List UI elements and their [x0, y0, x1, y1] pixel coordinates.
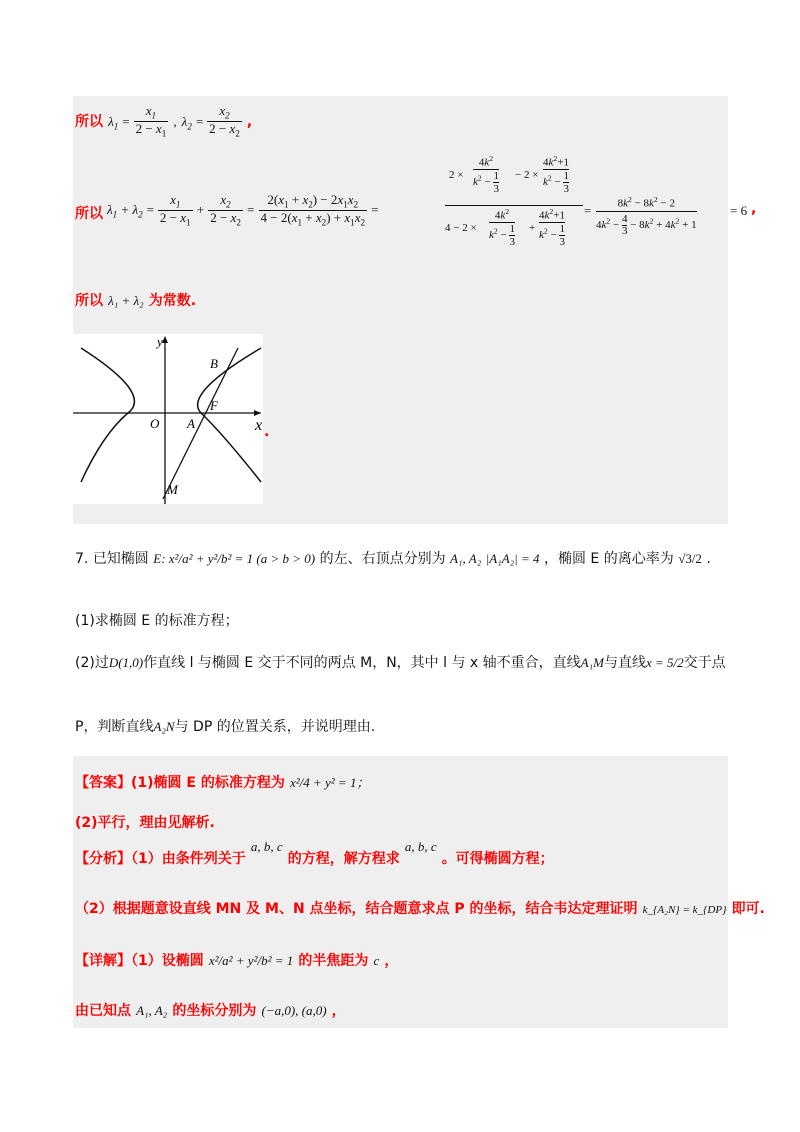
label-b: B — [210, 356, 218, 371]
compound-fraction: 2 × $4k^2$ $k^2$ − $\frac{1}{3}$ − 2 × $4k^2+1$ $k^2$ − $\frac{1}{3}$ 4 − 2 × $4k^2$ $k^2$ − $\frac{1}{3}$ + $4k^2+1$ $k^2$ − $\frac{1}{3}$ — [445, 155, 583, 258]
label-m: M — [167, 482, 178, 497]
known-coordinates: (−a,0), (a,0) — [261, 1003, 327, 1018]
lambda-definition-line: 所以 $\lambda_1$ = $\frac{x_1}{2 - x_1}$ , $\lambda_2$ = $\frac{x_2}{2 - x_2}$ , — [75, 103, 253, 139]
label-f: F — [210, 398, 218, 413]
hyperbola-figure — [73, 334, 263, 504]
line-a1m: A₁M — [580, 655, 604, 670]
constant-conclusion — [75, 290, 196, 310]
question-2-line1: (2)过D(1,0)作直线 l 与椭圆 E 交于不同的两点 M，N，其中 l 与 x 轴不重合，直线A₁M与直线x = 5/2交于点 — [75, 655, 726, 671]
solution-block-bottom — [73, 756, 728, 1028]
vertices: A₁, A₂ — [450, 551, 482, 566]
label-x: x — [255, 417, 263, 434]
left-branch — [81, 348, 134, 482]
constant-text: 为常数. — [148, 293, 197, 309]
prefix-so-3: 所以 — [75, 293, 103, 309]
detail-ellipse: x²/a² + y²/b² = 1 — [208, 953, 294, 968]
fraction-x1: $\frac{x_1}{2 - x_1}$ — [135, 103, 167, 139]
label-y: y — [157, 334, 163, 349]
y-axis-arrow — [162, 336, 168, 343]
known-points: A₁, A₂ — [136, 1003, 168, 1018]
label-o: O — [150, 416, 160, 431]
problem-7-statement: 7. 已知椭圆 E: x²/a² + y²/b² = 1 (a > b > 0) 的左、右顶点分别为 A₁, A₂ |A₁A₂| = 4 ，椭圆 E 的离心率为 √3/2 . — [75, 551, 711, 567]
detail-line: 【详解】（1）设椭圆 x²/a² + y²/b² = 1 的半焦距为 c ， — [75, 953, 399, 969]
analysis-line-2: （2）根据题意设直线 MN 及 M、N 点坐标，结合题意求点 P 的坐标，结合韦达定理证明 k_{A₂N} = k_{DP} 即可. — [75, 901, 765, 917]
answer-line-1 — [75, 772, 369, 792]
vertex-distance: |A₁A₂| = 4 — [485, 551, 540, 566]
right-branch — [198, 348, 261, 482]
label-a: A — [187, 416, 195, 431]
prefix-so-2: 所以 — [75, 206, 103, 222]
abc-2: a, b, c — [404, 839, 437, 854]
vertices-text: 的左、右顶点分别为 — [319, 551, 446, 567]
eccentricity-text: ，椭圆 E 的离心率为 — [543, 551, 674, 567]
problem-intro: 已知椭圆 — [92, 551, 149, 567]
eccentricity-value: √3/2 — [678, 551, 702, 566]
line-x-eq: x = 5/2 — [645, 655, 684, 670]
sum-result: = 6 — [730, 203, 748, 218]
sum-expression: λ₁ + λ₂ — [108, 293, 144, 308]
simplified-fraction: $8k^2 - 8k^2 - 2$ $4k^2$ − $\frac{4}{3}$ − $8k^2 + 4k^2 + 1$ — [596, 195, 697, 237]
answer-label: 【答案】(1)椭圆 E 的标准方程为 — [75, 775, 285, 791]
problem-number: 7. — [75, 551, 89, 567]
known-line: 由已知点 A₁, A₂ 的坐标分别为 (−a,0), (a,0) ， — [75, 1003, 346, 1019]
ellipse-equation: E: x²/a² + y²/b² = 1 (a > b > 0) — [153, 551, 316, 566]
point-d: D(1,0) — [108, 655, 144, 670]
fraction-x2: $\frac{x_2}{2 - x_2}$ — [209, 103, 240, 139]
half-focal-c: c — [373, 953, 380, 968]
hyperbola-svg — [73, 334, 263, 504]
secant-line — [163, 348, 238, 499]
slope-equality: k_{A₂N} = k_{DP} — [642, 904, 727, 916]
x-axis-arrow — [254, 410, 261, 416]
analysis-line-1: 【分析】（1）由条件列关于 $^{a, b, c}$ 的方程，解方程求 $^{a, b, c}$ 。可得椭圆方程； — [75, 839, 554, 867]
line-a2n: A₂N — [153, 719, 175, 734]
lambda-sum-equation: 所以 $\lambda_1 + \lambda_2$ = $\frac{x_1}{2 - x_1}$ + $\frac{x_2}{2 - x_2}$ = $\frac{2(x_1 + x_2) - 2x_1x_2}{4 - 2(x_1 + x_2) + x_1x_2}$ = 2 × $4k^2$ $k^2$ − $\frac{1}{3}$ − 2 × $4k^2+1$ $k^2$ − $\frac{1}{3}$ 4 − 2 × $4k^2$ $k^2$ − $\frac{1}{3}$ + $4k^2+1$ $k^2$ − $\frac{1}{3}$ = $8k^2 - 8k^2 - 2$ $4k^2$ − $\frac{4}{3}$ − $8k^2 + 4k^2 + 1$ = 6 , — [75, 155, 725, 265]
answer-line-2: (2)平行，理由见解析. — [75, 815, 215, 831]
prefix-so-1: 所以 — [75, 114, 103, 131]
answer-equation: x²/4 + y² = 1； — [289, 775, 370, 790]
question-1: (1)求椭圆 E 的标准方程； — [75, 613, 239, 629]
question-2-line2: P，判断直线A₂N与 DP 的位置关系，并说明理由. — [75, 719, 376, 735]
abc-1: a, b, c — [250, 839, 283, 854]
